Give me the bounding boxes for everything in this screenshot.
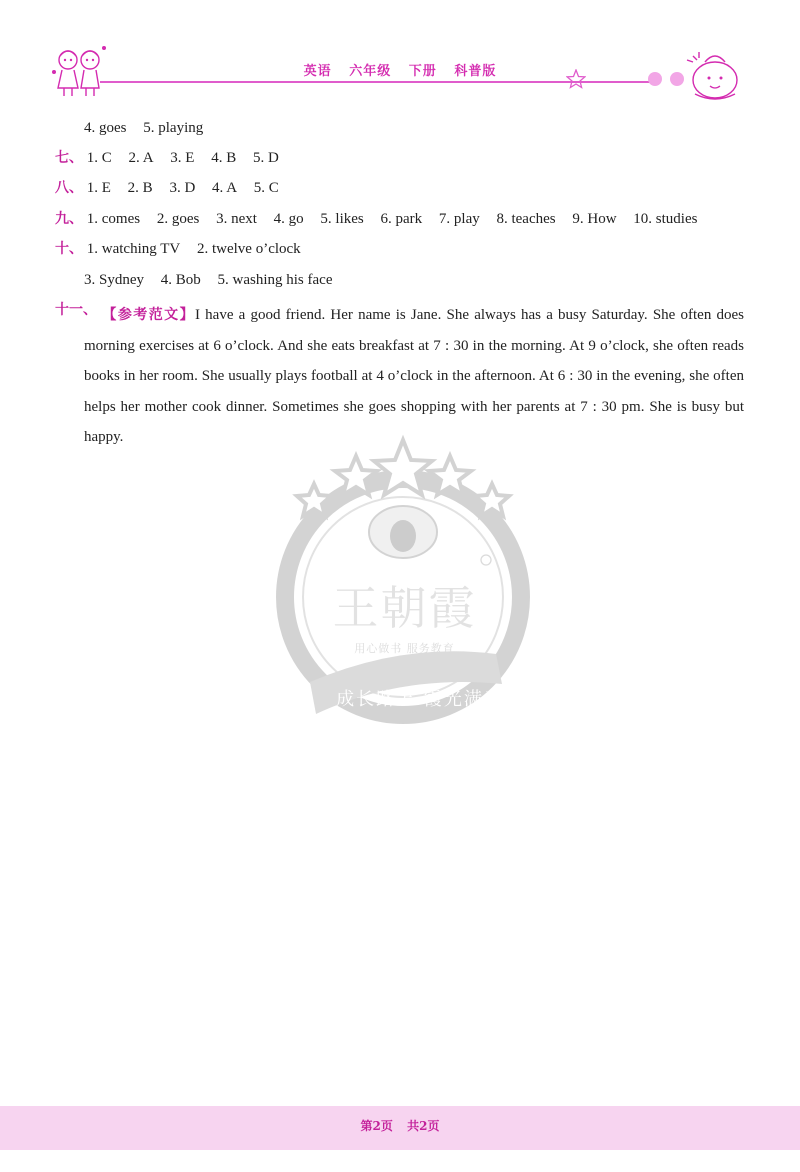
cartoon-character-icon (685, 50, 745, 102)
answer-item: 3. Sydney (84, 272, 144, 288)
pink-dot-icon (648, 72, 662, 86)
answer-item: 5. D (252, 150, 279, 166)
pink-dot-icon (670, 72, 684, 86)
current-page: 第2页 (360, 1119, 393, 1133)
answer-item: 1. watching TV (86, 241, 181, 257)
publisher-watermark (272, 432, 534, 742)
answer-item: 4. Bob (160, 272, 201, 288)
answer-line-q10 (55, 239, 314, 259)
answer-item: 2. twelve o’clock (196, 241, 301, 257)
answer-item: 5. playing (143, 120, 204, 136)
answer-item: 2. goes (156, 211, 200, 227)
answer-line-continued (84, 118, 216, 138)
question-number: 八、 (55, 180, 83, 196)
answer-item: 10. studies (633, 211, 698, 227)
watermark-name: 王朝霞 (332, 581, 477, 635)
answer-item: 5. washing his face (217, 272, 333, 288)
answer-line-q9 (55, 209, 710, 229)
total-pages: 共2页 (407, 1119, 440, 1133)
watermark-banner: 成长路上 霞光满天 (336, 689, 504, 710)
header-volume: 下册 (408, 64, 437, 79)
answer-item: 7. play (438, 211, 480, 227)
question-number: 十、 (55, 241, 83, 257)
page-number (0, 1117, 800, 1134)
sample-essay-tag: 【参考范文】 (101, 307, 195, 323)
answer-item: 3. E (170, 150, 195, 166)
question-number: 七、 (55, 150, 83, 166)
answer-item: 5. C (253, 180, 279, 196)
answer-item: 4. B (211, 150, 237, 166)
answer-line-q7 (55, 148, 292, 168)
answer-item: 4. go (273, 211, 304, 227)
answer-item: 2. B (127, 180, 153, 196)
answer-line-q8 (55, 178, 292, 198)
answer-item: 5. likes (320, 211, 364, 227)
answer-item: 4. A (212, 180, 238, 196)
answer-item: 1. E (86, 180, 111, 196)
answer-item: 6. park (380, 211, 423, 227)
answer-item: 4. goes (84, 120, 127, 136)
star-icon (566, 69, 586, 89)
sample-essay (84, 300, 744, 453)
answer-item: 1. comes (86, 211, 141, 227)
answer-item: 8. teaches (496, 211, 556, 227)
header-subject: 英语 (303, 64, 332, 79)
question-number: 九、 (55, 211, 83, 227)
sample-essay-text: I have a good friend. Her name is Jane. She always has a busy Saturday. She often does morning exercises at 6 o’clock. And she eats breakfast at 7 : 30 in the morning. At 9 o’clock, she often reads books in her room. She usually plays football at 4 o’clock in the afternoon. At 6 : 30 in the evening, she often helps her mother cook dinner. Sometimes she goes shopping with her parents at 7 : 30 pm. She is busy but happy. (84, 307, 744, 445)
question-number: 十一、 (55, 302, 97, 318)
answer-line-q10-cont (84, 270, 345, 290)
watermark-slogan: 用心做书 服务教育 (354, 642, 455, 655)
answer-item: 1. C (86, 150, 112, 166)
page-header (0, 0, 800, 110)
answer-item: 3. next (216, 211, 257, 227)
answer-item: 9. How (572, 211, 617, 227)
answer-item: 3. D (169, 180, 196, 196)
header-dots (648, 72, 688, 91)
header-grade: 六年级 (349, 64, 392, 79)
answer-item: 2. A (128, 150, 154, 166)
header-edition: 科普版 (454, 64, 497, 79)
